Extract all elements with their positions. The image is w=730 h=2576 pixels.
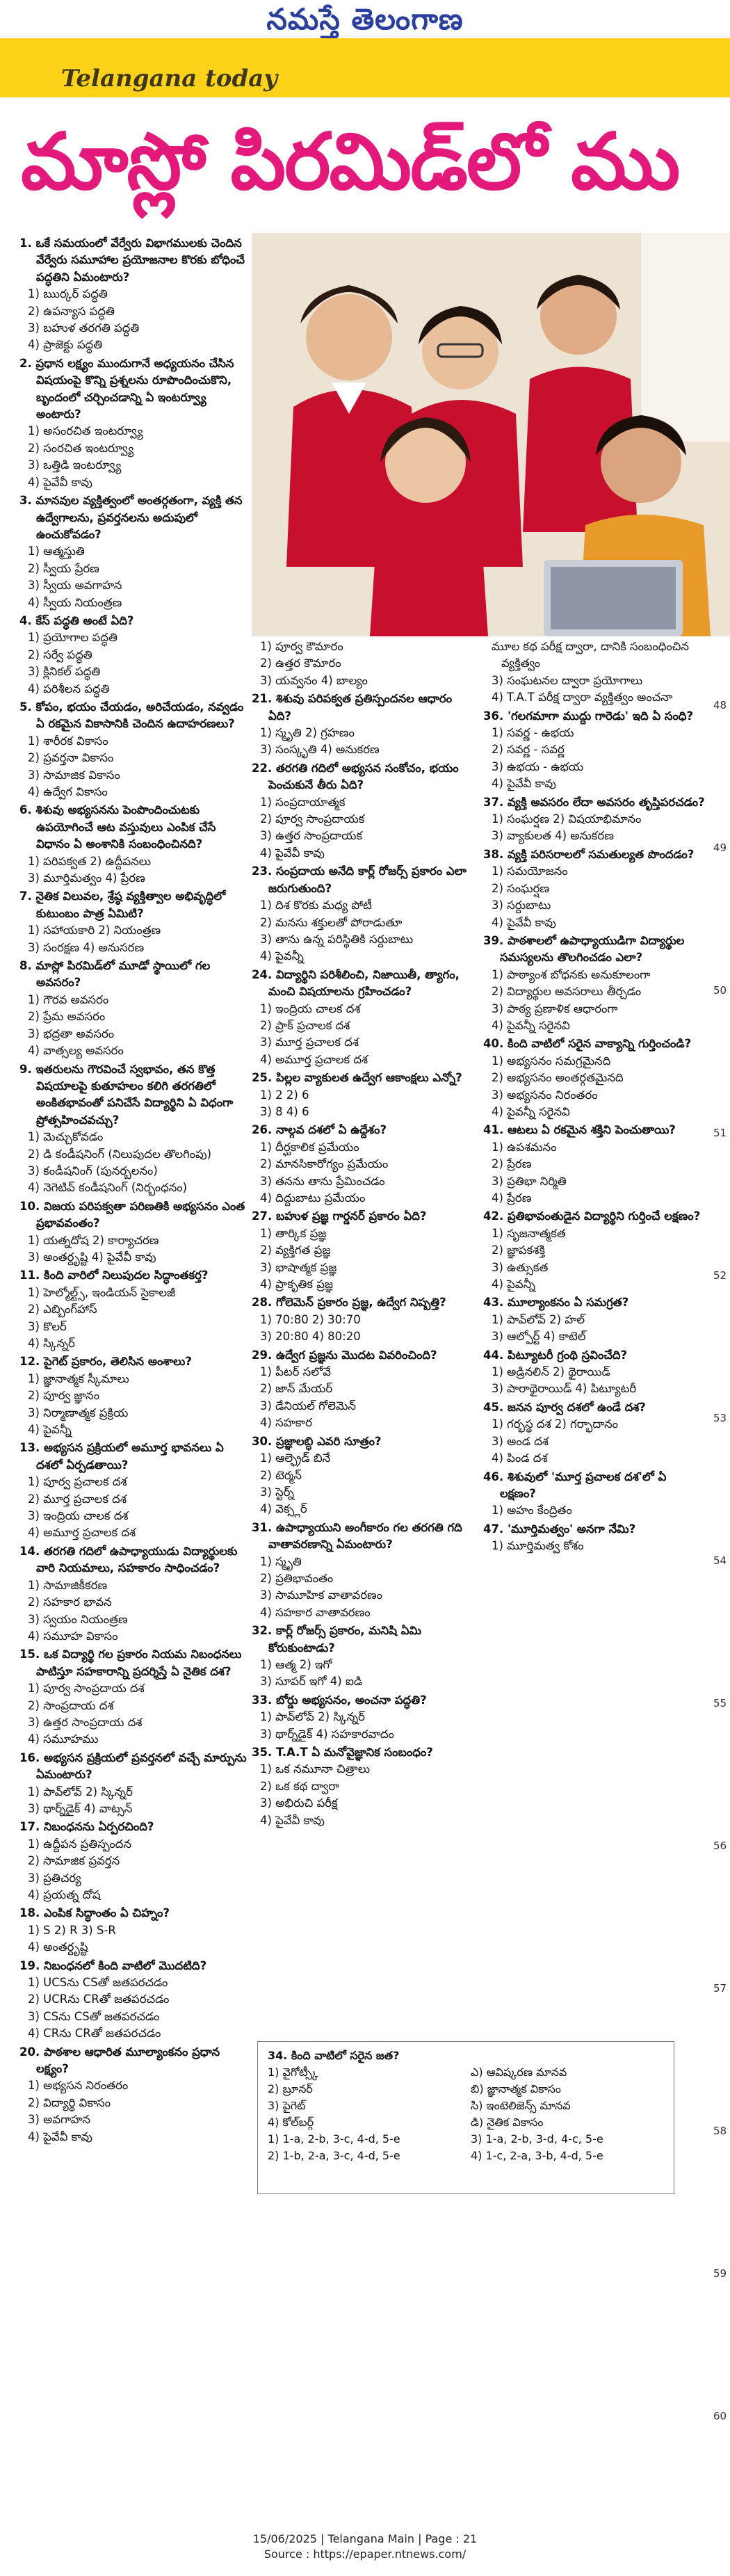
question-text: 22. తరగతి గదిలో అభ్యసన సంకోచం, భయం పెంచుకునే తీరు ఏది?	[252, 761, 459, 792]
answer-option: 2) స్వీయ ప్రేరణ	[28, 561, 99, 575]
answer-option: 2) సవర్ణ - సవర్ణ	[492, 743, 565, 757]
question-text: 46. శిశువులో 'మూర్త ప్రచాలక దశ'లో ఏ లక్షణం?	[483, 1470, 667, 1500]
question-text: 14. తరగతి గదిలో ఉపాధ్యాయుడు విద్యార్థులకు వారి నియమాలు, సహకారం సాధించడం?	[19, 1544, 238, 1575]
question-item	[19, 492, 248, 611]
question-item	[483, 794, 706, 845]
question-item	[252, 1623, 478, 1691]
answer-option: 1) పావ్‌లోవ్ 2) స్కిన్నర్	[28, 1785, 133, 1798]
answer-option: 4) పైవన్నీ	[492, 1278, 535, 1291]
question-text: 27. బహుళ ప్రజ్ఞ గార్డనర్ ప్రకారం ఏది?	[252, 1209, 427, 1223]
answer-option: 4) పైవన్నీ సరైనవి	[492, 1018, 570, 1032]
question-item	[19, 1750, 248, 1818]
question-text: 39. పాఠశాలలో ఉపాధ్యాయుడిగా విద్యార్థుల సమస్యలను తొలగించడం ఎలా?	[483, 933, 685, 965]
answer-option: 1) S 2) R 3) S-R	[28, 1923, 116, 1937]
answer-option: 1) యత్నదోష 2) కార్యాచరణ	[28, 1233, 159, 1247]
answer-option: 4) సమూహ వికాసం	[28, 1629, 118, 1643]
question-item	[252, 1070, 478, 1120]
match-question-box	[257, 2041, 674, 2194]
question-item	[483, 1469, 706, 1520]
match-left-item: 1) వైగోట్స్కీ	[268, 2066, 318, 2079]
answer-option: 3) యవ్వనం 4) బాల్యం	[260, 673, 368, 687]
answer-option: 2) ఒక కథ ద్వారా	[260, 1779, 339, 1793]
answer-option: 3) సంఘటనల ద్వారా ప్రయోగాలు	[492, 673, 643, 687]
footer-source-line: Source : https://epaper.ntnews.com/	[263, 2547, 467, 2561]
answer-option: 4) పైవేవీ కావు	[28, 475, 92, 489]
answer-option: 2) టెర్మన్	[260, 1468, 302, 1482]
answer-option: 3) అంతర్దృష్టి 4) పైవేవీ కావు	[28, 1250, 156, 1264]
answer-option: 1) ఇంద్రియ చాలక దశ	[260, 1001, 361, 1015]
question-item	[252, 1744, 478, 1829]
answer-option: 3) థార్న్‌డైక్ 4) వాట్సన్	[28, 1801, 133, 1815]
question-text: 13. అభ్యసన ప్రక్రియలో అమూర్త భావనలు ఏ దశలో ఏర్పడతాయి?	[19, 1441, 224, 1472]
answer-option: 4) సమూహము	[28, 1732, 99, 1746]
answer-option: 1) ప్రయోగాల పద్ధతి	[28, 631, 117, 645]
question-item	[252, 691, 478, 759]
question-text: 8. మాస్లో పిరమిడ్‌లో మూడో స్థాయిలో గల అవసరం?	[19, 959, 211, 990]
answer-option: 4) పైవేవీ కావు	[260, 846, 325, 860]
answer-option: 3) మూర్త ప్రచాలక దశ	[260, 1036, 359, 1049]
answer-option: 2) వ్యక్తిగత ప్రజ్ఞ	[260, 1243, 331, 1257]
question-text: 29. ఉద్వేగ ప్రజ్ఞను మొదట వివరించింది?	[252, 1348, 437, 1362]
question-text: 10. విజయ పరిపక్వతా పరిణతికి అభ్యసనం ఎంత ప్రభావవంతం?	[19, 1199, 245, 1230]
answer-option: 4) అమూర్త ప్రచాలక దశ	[260, 1052, 368, 1066]
answer-option: 3) పాఠ్య ప్రణాళిక ఆధారంగా	[492, 1001, 618, 1015]
answer-option: 2) విద్యార్థి వికాసం	[28, 2095, 111, 2109]
question-text: 37. వ్యక్తి అవసరం లేదా అవసరం తృప్తిపరచడం?	[483, 795, 705, 809]
column-1	[19, 235, 248, 2147]
answer-option: 1) పావ్‌లోవ్ 2) స్కిన్నర్	[260, 1710, 365, 1724]
question-text: 43. మూల్యాంకనం ఏ సమగ్రత?	[483, 1296, 629, 1310]
answer-option: 4) అంతర్దృష్టి	[28, 1940, 88, 1954]
question-text: 16. అభ్యసన ప్రక్రియలో ప్రవర్తనలో వచ్చే మార్పును ఏమంటారు?	[19, 1750, 247, 1782]
match-left-item: 4) కోల్‌బర్గ్	[268, 2116, 314, 2129]
answer-option: 1) మూర్తిమత్వ కోశం	[492, 1539, 584, 1553]
question-item	[252, 638, 478, 689]
match-left-item: 2) బ్రూనర్	[268, 2082, 313, 2095]
answer-option: 1) సంప్రదాయాత్మక	[260, 795, 346, 809]
margin-page-number: 52	[713, 1269, 727, 1282]
answer-option: 3) క్లినికల్ పద్ధతి	[28, 665, 101, 679]
match-right-item: సి) ఇంటెలిజెన్స్ మానవ	[471, 2099, 571, 2112]
question-item	[483, 1294, 706, 1345]
students-illustration	[252, 233, 730, 636]
answer-option: 1) పాఠ్యాంశ బోధనకు అనుకూలంగా	[492, 967, 651, 981]
match-question-grid	[268, 2064, 664, 2131]
question-item	[252, 1433, 478, 1518]
question-text: 17. నిబంధనను ఏర్పరచింది?	[19, 1820, 154, 1834]
match-left-item: 3) పైగెట్	[268, 2099, 306, 2112]
margin-page-number: 53	[713, 1412, 727, 1424]
answer-option: 2) సంఘర్షణ	[492, 881, 549, 895]
answer-option: 2) ప్రాక్ ప్రచాలక దశ	[260, 1018, 350, 1032]
question-item	[19, 1267, 248, 1352]
question-text: 19. నిబంధనలో కింది వాటిలో మొదటిది?	[19, 1958, 207, 1972]
answer-option: 3) ఆల్పోర్ట్ 4) కాటెల్	[492, 1330, 586, 1344]
answer-option: 1) తార్కిక ప్రజ్ఞ	[260, 1226, 327, 1240]
answer-option: 3) సంస్కృతి 4) అనుకరణ	[260, 743, 380, 757]
question-item	[252, 760, 478, 862]
answer-option: 4) పైవేవీ కావు	[28, 2130, 92, 2143]
answer-option: 4) పైవన్నీ	[260, 949, 304, 963]
question-item	[19, 1440, 248, 1541]
question-item	[252, 1692, 478, 1743]
answer-option: 3) స్వయం నియంత్రణ	[28, 1612, 128, 1626]
question-text: 26. నాల్గవ దశలో ఏ ఉద్దేశం?	[252, 1123, 387, 1137]
question-item	[252, 1208, 478, 1293]
question-text: 4. కేస్ పద్ధతి అంటే ఏది?	[19, 613, 134, 627]
answer-option: 1) పూర్వ కౌమారం	[260, 640, 343, 653]
column-3	[483, 638, 706, 1556]
answer-option: 1) పీటర్ సలోవే	[260, 1365, 331, 1379]
question-text: 11. కింది వారిలో నిలుపుదల సిద్ధాంతకర్త?	[19, 1269, 209, 1282]
match-right-item: డి) నైతిక వికాసం	[471, 2116, 544, 2129]
question-text: 6. శిశువు అభ్యసనను పెంపొందించుటకు ఉపయోగించే ఆట వస్తువులు ఎంపిక చేసే విధానం ఏ అంశానికి సంబంధించినది?	[19, 803, 216, 851]
answer-option: 4) ప్రాకృతిక ప్రజ్ఞ	[260, 1278, 334, 1291]
answer-option: 2) సాంప్రదాయ దశ	[28, 1698, 114, 1712]
answer-option: 2) పూర్వ సాంప్రదాయక	[260, 812, 365, 826]
match-answer-option: 1) 1-a, 2-b, 3-c, 4-d, 5-e	[268, 2132, 400, 2146]
answer-option: 3) 20:80 4) 80:20	[260, 1330, 361, 1344]
answer-option: 1) మెచ్చుకోవడం	[28, 1130, 104, 1144]
answer-option: 3) సామాజిక వికాసం	[28, 768, 120, 782]
answer-option: 4) సహకార వాతావరణం	[260, 1605, 371, 1619]
answer-option: 2) అభ్యసనం అంతర్గతమైనది	[492, 1071, 624, 1085]
answer-option: 4) వాత్సల్య అవసరం	[28, 1044, 124, 1058]
answer-option: 2) ఎబ్బింగ్‌హాస్	[28, 1303, 97, 1317]
question-text: 5. కోపం, భయం చేయడం, అరిచేయడం, నవ్వడం ఏ రకమైన వికాసానికి చెందిన ఉదాహరణలు?	[19, 700, 244, 731]
column-2	[252, 638, 478, 1830]
answer-option: 1) సంఘర్షణ 2) విషయాభిమానం	[492, 812, 642, 826]
answer-option: 3) CSను CSతో జతపరచడం	[28, 2009, 160, 2023]
answer-option: 3) మూర్తిమత్వం 4) ప్రేరణ	[28, 871, 145, 885]
question-text: 23. సంప్రదాయ అనేది కార్ల్ రోజర్స్ ప్రకారం ఎలా జరుగుతుంది?	[252, 864, 467, 895]
question-item	[19, 888, 248, 956]
answer-option: 1) దిశ కొరకు మధ్య పోటీ	[260, 899, 372, 912]
question-text: 15. ఒక విద్యార్థి గల ప్రకారం నియమ నిబంధనలు పాటిస్తూ సహకారాన్ని ప్రదర్శిస్తే ఏ నైతిక దశ?	[19, 1648, 242, 1678]
answer-option: 4) ప్రేరణ	[492, 1191, 532, 1205]
question-item	[252, 1122, 478, 1207]
footer	[0, 2531, 730, 2562]
answer-option: 3) ఉత్సుకత	[492, 1260, 549, 1274]
question-text: 38. వ్యక్తి పరిసరాలలో సమతుల్యత పొందడం?	[483, 847, 695, 861]
answer-option: 3) అభ్యసనం నిరంతరం	[492, 1088, 598, 1102]
footer-date-line: 15/06/2025 | Telangana Main | Page : 21	[252, 2532, 478, 2545]
answer-option: 1) ఆల్ఫ్రెడ్ బినే	[260, 1451, 331, 1465]
question-item	[19, 613, 248, 698]
question-text: 20. పాఠశాల ఆధారిత మూల్యాంకనం ప్రధాన లక్ష్యం?	[19, 2045, 220, 2076]
answer-option: 1) గర్భస్థ దశ 2) గర్భాదానం	[492, 1417, 618, 1431]
question-item	[19, 355, 248, 491]
question-item	[483, 846, 706, 931]
answer-option: 3) భాషాత్మక ప్రజ్ఞ	[260, 1260, 337, 1274]
answer-option: 4) వెక్స్లర్	[260, 1502, 307, 1516]
answer-option: 1) పావ్‌లోవ్ 2) హల్	[492, 1312, 585, 1326]
question-item	[19, 1646, 248, 1748]
answer-option: 3) ఉత్తర సాంప్రదాయ దశ	[28, 1715, 143, 1729]
answer-option: 1) UCSను CSతో జతపరచడం	[28, 1976, 168, 1990]
answer-option: 3) నిర్మాణాత్మక ప్రక్రియ	[28, 1406, 129, 1419]
answer-option: మూల కథ పరీక్ష ద్వారా, దానికి సంబంధించిన వ్యక్తిత్వం	[492, 640, 689, 670]
answer-option: 3) కొలర్	[28, 1319, 67, 1333]
answer-option: 4) స్వీయ నియంత్రణ	[28, 595, 122, 609]
margin-page-number: 60	[713, 2410, 727, 2422]
answer-option: 1) అభ్యసన నిరంతరం	[28, 2079, 129, 2093]
answer-option: 4) ఉద్వేగ వికాసం	[28, 785, 108, 798]
margin-page-number: 55	[713, 1697, 727, 1709]
answer-option: 1) అసంరచిత ఇంటర్వ్యూ	[28, 424, 143, 438]
answer-option: 4) పరిశీలన పద్ధతి	[28, 682, 110, 695]
answer-option: 2) మూర్త ప్రచాలక దశ	[28, 1492, 127, 1506]
question-text: 25. పిల్లల వ్యాకులత ఉద్వేగ ఆకాంక్షలు ఎన్నో?	[252, 1071, 462, 1085]
answer-option: 2) ప్రవర్తనా వికాసం	[28, 751, 114, 765]
answer-option: 1) ఉపశమనం	[492, 1140, 557, 1154]
question-text: 31. ఉపాధ్యాయుని అంగీకారం గల తరగతి గది వాతావరణాన్ని ఏమంటారు?	[252, 1520, 462, 1552]
answer-option: 2) మనసు శక్తులతో పోరాడుతూ	[260, 915, 403, 929]
answer-option: 1) ఆత్మస్తుతి	[28, 545, 85, 558]
answer-option: 2) సహకార భావన	[28, 1595, 112, 1609]
answer-option: 3) వ్యాకులత 4) అనుకరణ	[492, 829, 614, 843]
question-text: 45. జనన పూర్వ దశలో ఉండే దశ?	[483, 1400, 646, 1414]
question-item	[483, 708, 706, 793]
answer-option: 3) సామూహిక వాతావరణం	[260, 1588, 382, 1602]
answer-option: 3) అవగాహన	[28, 2113, 90, 2127]
answer-option: 2) పూర్వ జ్ఞానం	[28, 1389, 100, 1403]
answer-option: 1) సామాజికీకరణ	[28, 1578, 108, 1592]
question-item	[252, 1294, 478, 1345]
answer-option: 4) పైవన్నీ సరైనవి	[492, 1104, 570, 1118]
question-item	[19, 1543, 248, 1645]
answer-option: 2) ప్రేరణ	[492, 1157, 532, 1171]
answer-option: 2) ఉపన్యాస పద్ధతి	[28, 304, 115, 318]
answer-option: 1) శారీరక వికాసం	[28, 734, 108, 748]
headline-text: మాస్లో పిరమిడ్‌లో ము	[21, 117, 679, 207]
margin-page-number: 59	[713, 2267, 727, 2280]
match-question-title: 34. కింది వాటిలో సరైన జత?	[268, 2049, 400, 2062]
match-answer-option: 4) 1-c, 2-a, 3-b, 4-d, 5-e	[471, 2149, 603, 2162]
question-text: 1. ఒకే సమయంలో వేర్వేరు విభాగములకు చెందిన వేర్వేరు సమూహాల ప్రయోజనాల కొరకు బోధించే పద్ధతిని ఏమంటారు?	[19, 236, 245, 284]
answer-option: 1) అభ్యసనం సమగ్రమైనది	[492, 1054, 611, 1068]
question-item	[252, 967, 478, 1068]
question-text: 47. 'మూర్తిమత్వం' అనగా నేమి?	[483, 1522, 636, 1536]
answer-option: 1) స్మృతి	[260, 1554, 302, 1568]
question-item	[483, 1347, 706, 1398]
question-item	[483, 933, 706, 1034]
question-text: 24. విద్యార్థిని పరిశీలించి, నిజాయితీ, త్యాగం, మంచి విషయాలను గ్రహించడం?	[252, 967, 460, 999]
answer-option: 1) సమయోజనం	[492, 864, 568, 878]
question-item	[19, 1819, 248, 1903]
answer-option: 2) సామాజిక ప్రవర్తన	[28, 1854, 120, 1868]
question-text: 42. ప్రతిభావంతుడైన విద్యార్థిని గుర్తించే లక్షణం?	[483, 1209, 701, 1223]
question-item	[19, 1198, 248, 1266]
answer-option: 3) అండ దశ	[492, 1434, 549, 1448]
answer-option: 3) ఇంద్రియ చాలక దశ	[28, 1509, 129, 1523]
margin-page-number: 56	[713, 1840, 727, 1852]
answer-option: 4) ప్రయత్న దోష	[28, 1888, 101, 1901]
match-answer-option: 2) 1-b, 2-a, 3-c, 4-d, 5-e	[268, 2149, 400, 2162]
margin-page-number: 57	[713, 1982, 727, 1995]
answer-option: 3) సర్దుబాటు	[492, 899, 551, 912]
question-item	[19, 1353, 248, 1438]
answer-option: 1) పూర్వ సాంప్రదాయ దశ	[28, 1682, 145, 1696]
answer-option: 3) ప్రతిభా నిర్మితి	[492, 1174, 567, 1188]
answer-option: 2) విద్యార్థుల అవసరాలు తీర్చడం	[492, 985, 642, 999]
answer-option: 3) ఉభయ - ఉభయ	[492, 759, 584, 773]
question-text: 21. శిశువు పరిపక్వత ప్రతిస్పందనల ఆధారం ఏది?	[252, 692, 453, 723]
students-photo	[252, 233, 730, 636]
margin-page-number: 58	[713, 2125, 727, 2137]
match-answer-option: 3) 1-a, 2-b, 3-d, 4-c, 5-e	[471, 2132, 603, 2146]
answer-option: 1) ఉద్దీపన ప్రతిస్పందన	[28, 1837, 131, 1851]
answer-option: 4) స్కిన్నర్	[28, 1337, 75, 1350]
answer-option: 3) తాను ఉన్న పరిస్థితికి సర్దుబాటు	[260, 932, 414, 946]
question-item	[483, 1399, 706, 1467]
question-item	[483, 1521, 706, 1555]
question-item	[483, 1208, 706, 1293]
answer-option: 4) పైవన్నీ	[28, 1423, 72, 1437]
question-item	[483, 1122, 706, 1207]
answer-option: 3) ఉత్తర సాంప్రదాయక	[260, 829, 363, 843]
answer-option: 3) ప్రతిచర్య	[28, 1871, 81, 1885]
answer-option: 1) గౌరవ అవసరం	[28, 992, 109, 1006]
answer-option: 3) సూపర్ ఇగో 4) ఐడి	[260, 1675, 363, 1689]
answer-option: 4) సహకార	[260, 1416, 313, 1430]
answer-option: 2) సంరచిత ఇంటర్వ్యూ	[28, 441, 134, 455]
answer-option: 3) భద్రతా అవసరం	[28, 1027, 115, 1040]
answer-option: 4) పైవేవీ కావు	[260, 1813, 325, 1827]
headline	[0, 97, 730, 223]
answer-option: 3) బహుళ తరగతి పద్ధతి	[28, 321, 140, 335]
match-right-item: ఎ) ఆవిష్కరణ మానవ	[471, 2066, 567, 2079]
answer-option: 1) పరిపక్వత 2) ఉద్దీపనలు	[28, 854, 152, 868]
question-item	[19, 2044, 248, 2146]
banner-subtitle: Telangana today	[61, 65, 278, 92]
question-text: 9. ఇతరులను గౌరవించే స్వభావం, తన కొత్త విషయాలపై కుతూహలం కలిగి తరగతిలో అంకితభావంతో పనిచేసే విద్యార్థిని ఏ విధంగా ప్రోత్సహించవచ్చు?	[19, 1062, 234, 1127]
answer-option: 2) డి కండీషనింగ్ (నిలుపుదల తొలగింపు)	[28, 1147, 212, 1161]
question-text: 30. ప్రజ్ఞాలబ్ధి ఎవరి సూత్రం?	[252, 1434, 382, 1448]
answer-option: 3) ఒత్తిడి ఇంటర్వ్యూ	[28, 458, 122, 472]
question-item	[252, 1347, 478, 1432]
answer-option: 3) స్టెర్న్	[260, 1485, 294, 1499]
answer-option: 4) ప్రాజెక్టు పద్ధతి	[28, 338, 103, 352]
answer-option: 2) ప్రేమ అవసరం	[28, 1010, 106, 1024]
margin-page-number: 49	[713, 842, 727, 854]
question-item	[483, 638, 706, 707]
question-item	[19, 699, 248, 800]
answer-option: 1) సృజనాత్మకత	[492, 1226, 566, 1240]
answer-option: 3) కండీషనింగ్ (పునర్బలనం)	[28, 1164, 158, 1177]
question-text: 44. పిట్యూటరీ గ్రంథి స్రవించేది?	[483, 1348, 628, 1362]
answer-option: 2) ఉత్తర కౌమారం	[260, 657, 341, 670]
question-item	[19, 958, 248, 1059]
answer-option: 1) అడ్రినలిన్ 2) థైరాయిడ్	[492, 1365, 610, 1379]
answer-option: 1) ఋర్కర్ పద్ధతి	[28, 287, 108, 301]
answer-option: 3) అభిరుచి పరీక్ష	[260, 1796, 338, 1810]
question-text: 33. బోర్డు అభ్యసనం, అంచనా పద్ధతి?	[252, 1693, 427, 1707]
answer-option: 4) పైవేవీ కావు	[492, 777, 556, 791]
answer-option: 1) 70:80 2) 30:70	[260, 1312, 361, 1326]
question-text: 40. కింది వాటిలో సరైన వాక్యాన్ని గుర్తించండి?	[483, 1037, 692, 1051]
question-text: 18. ఎంపిక సిద్ధాంతం ఏ చిహ్నం?	[19, 1906, 170, 1920]
question-text: 28. గోలెమెన్ ప్రకారం ప్రజ్ఞ, ఉద్వేగ నిష్పత్తి?	[252, 1296, 446, 1310]
question-text: 3. మానవుల వ్యక్తిత్వంలో అంతర్గతంగా, వ్యక్తి తన ఉద్వేగాలను, ప్రవర్తనలను అదుపులో ఉంచుకోవడం?	[19, 494, 243, 541]
answer-option: 4) CRను CRతో జతపరచడం	[28, 2027, 161, 2040]
answer-option: 4) పైవేవీ కావు	[492, 915, 556, 929]
question-text: 41. ఆటలు ఏ రకమైన శక్తిని పెంచుతాయి?	[483, 1123, 676, 1137]
answer-option: 1) స్మృతి 2) గ్రహణం	[260, 726, 355, 740]
question-item	[19, 1905, 248, 1956]
question-text: 36. 'గలగమాగా ముద్దు గారెడు' ఇది ఏ సంధి?	[483, 709, 694, 723]
answer-option: 3) సంరక్షణ 4) అనుసరణ	[28, 940, 145, 954]
answer-option: 1) ఆత్మ 2) ఇగో	[260, 1657, 332, 1671]
match-answer-grid	[268, 2131, 664, 2164]
answer-option: 4) పిండ దశ	[492, 1451, 548, 1465]
question-text: 12. పైగెట్ ప్రకారం, తెలిసిన అంశాలు?	[19, 1355, 192, 1369]
answer-option: 1) ఒక నమూనా చిత్రాలు	[260, 1762, 371, 1776]
answer-option: 2) జ్ఞాపకశక్తి	[492, 1243, 545, 1257]
question-item	[252, 863, 478, 965]
question-item	[252, 1520, 478, 1621]
question-item	[483, 1036, 706, 1120]
answer-option: 3) 8 4) 6	[260, 1104, 309, 1118]
answer-option: 1) జ్ఞానాత్మక స్కీమాలు	[28, 1371, 129, 1385]
masthead	[0, 0, 730, 38]
answer-option: 4) దిద్దుబాటు ప్రమేయం	[260, 1191, 366, 1205]
margin-page-number: 48	[713, 699, 727, 711]
question-text: 32. కార్ల్ రోజర్స్ ప్రకారం, మనిషి ఏమి కోరుకుంటాడు?	[252, 1624, 421, 1655]
margin-page-number: 54	[713, 1554, 727, 1567]
answer-option: 2) జాన్ మేయర్	[260, 1382, 333, 1396]
question-item	[19, 802, 248, 887]
answer-option: 3) పారాథైరాయిడ్ 4) పిట్యూటరీ	[492, 1382, 637, 1396]
question-item	[19, 235, 248, 354]
answer-option: 2) ప్రతిభావంతం	[260, 1571, 334, 1585]
answer-option: 2) UCRను CRతో జతపరచడం	[28, 1993, 170, 2006]
answer-option: 2) సర్వే పద్ధతి	[28, 647, 92, 661]
answer-option: 4) T.A.T పరీక్ష ద్వారా వ్యక్తిత్వం అంచనా	[492, 691, 673, 705]
answer-option: 2) మానసికారోగ్యం ప్రమేయం	[260, 1157, 389, 1171]
answer-option: 3) తనను తాను ప్రేమించడం	[260, 1174, 385, 1188]
answer-option: 4) అమూర్త ప్రచాలక దశ	[28, 1526, 136, 1540]
margin-page-number: 50	[713, 984, 727, 997]
answer-option: 4) నెగెటివ్ కండీషనింగ్ (నిర్బంధనం)	[28, 1181, 188, 1195]
answer-option: 1) సహాయకారి 2) నియంత్రణ	[28, 924, 161, 937]
answer-option: 1) దీర్ఘకాలిక ప్రమేయం	[260, 1140, 359, 1154]
answer-option: 1) హెల్మోల్ట్స్, ఇండియన్ సైకాలజీ	[28, 1285, 176, 1299]
newspaper-logo: నమస్తే తెలంగాణ	[266, 2, 464, 36]
question-text: 2. ప్రధాన లక్ష్యం ముందుగానే అధ్యయనం చేసిన విషయంపై కొన్ని ప్రశ్నలను రూపొందించుకొని, బృందంలో చర్చించడాన్ని ఏ ఇంటర్వ్యూ అంటారు?	[19, 356, 234, 421]
question-item	[19, 1958, 248, 2043]
question-item	[19, 1061, 248, 1197]
margin-page-number: 51	[713, 1127, 727, 1139]
answer-option: 1) అహం కేంద్రితం	[492, 1504, 572, 1518]
answer-option: 1) సవర్ణ - ఉభయ	[492, 726, 574, 740]
question-text: 35. T.A.T ఏ మనోవైజ్ఞానిక సంబంధం?	[252, 1746, 433, 1759]
answer-option: 3) స్వీయ అవగాహన	[28, 579, 122, 593]
question-text: 7. నైతిక విలువల, శ్రేష్ఠ వ్యక్తిత్వాల అభివృద్ధిలో కుటుంబం పాత్ర ఏమిటి?	[19, 889, 226, 920]
answer-option: 1) పూర్వ ప్రచాలక దశ	[28, 1475, 127, 1489]
answer-option: 3) డేనియల్ గోలెమెన్	[260, 1399, 357, 1412]
answer-option: 1) 2 2) 6	[260, 1088, 309, 1102]
answer-option: 3) థార్న్‌డైక్ 4) సహకారవాదం	[260, 1727, 394, 1741]
match-right-item: బి) జ్ఞానాత్మక వికాసం	[471, 2082, 561, 2095]
